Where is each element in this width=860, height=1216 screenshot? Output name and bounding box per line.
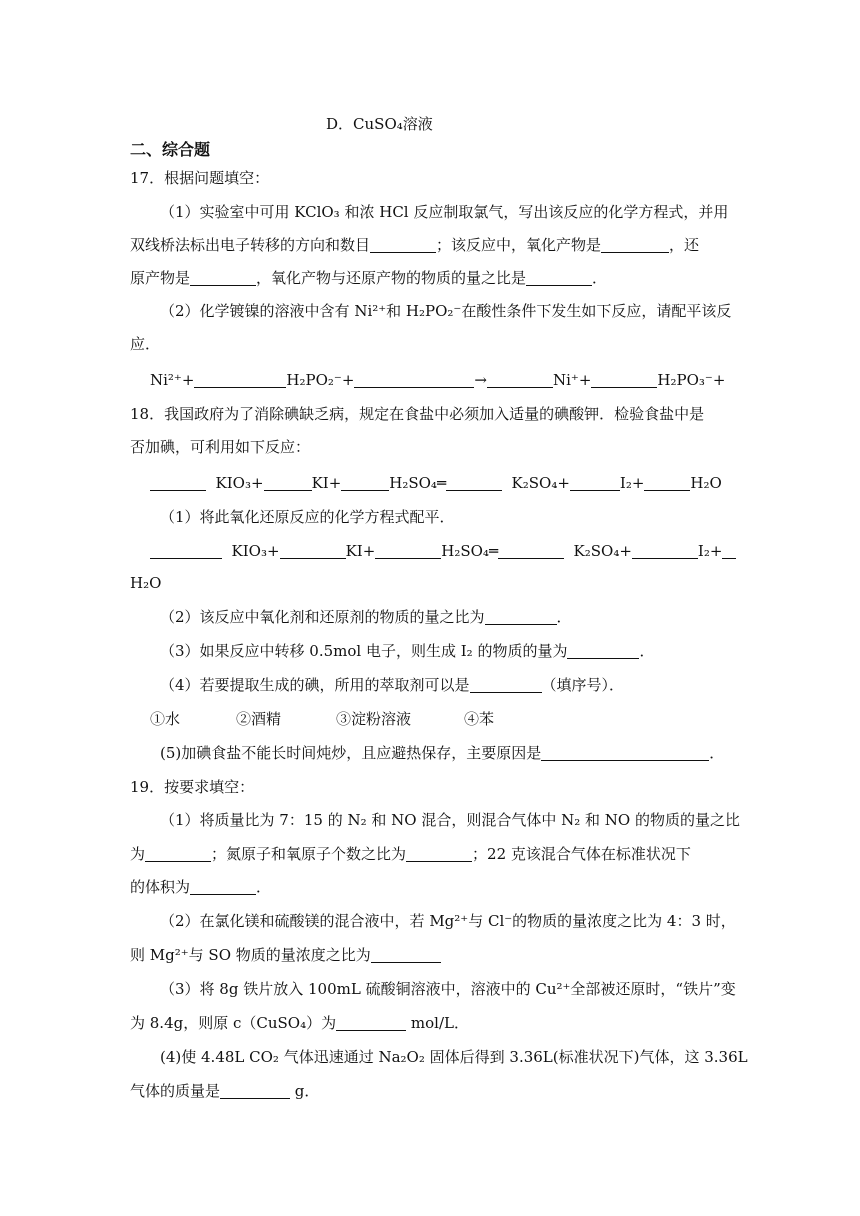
q19-p1-line1: （1）将质量比为 7：15 的 N₂ 和 NO 混合，则混合气体中 N₂ 和 NO 的物质的量之比 — [160, 811, 740, 829]
answer-blank[interactable] — [722, 542, 736, 559]
text: H₂PO₂⁻+ — [286, 371, 355, 389]
answer-blank[interactable] — [526, 269, 592, 286]
q17-p2-line1: （2）化学镀镍的溶液中含有 Ni²⁺和 H₂PO₂⁻在酸性条件下发生如下反应，请配平该反 — [160, 302, 732, 320]
text: ． — [256, 878, 272, 896]
text: ． — [709, 744, 725, 762]
arrow: → — [474, 371, 487, 389]
answer-blank[interactable] — [194, 371, 286, 388]
text: KI+ — [345, 542, 376, 560]
text: (5)加碘食盐不能长时间炖炒，且应避热保存，主要原因是 — [160, 744, 542, 762]
text: Ni⁺+ — [552, 371, 592, 389]
answer-blank[interactable] — [601, 236, 669, 253]
text: KIO₃+ — [231, 542, 280, 560]
answer-blank[interactable] — [280, 542, 346, 559]
text: 气体的质量是 — [130, 1082, 221, 1100]
q19-p2-line2 — [130, 945, 730, 965]
option-1: ①水 — [150, 710, 181, 728]
text: mol/L． — [406, 1014, 469, 1032]
answer-blank[interactable] — [487, 371, 553, 388]
q19-p2-line1: （2）在氯化镁和硫酸镁的混合液中，若 Mg²⁺与 Cl⁻的物质的量浓度之比为 4：3 时， — [160, 912, 736, 930]
q17-p1-line2 — [130, 235, 730, 255]
text: 为 — [130, 845, 146, 863]
text: H₂SO₄═ — [389, 474, 446, 492]
text: Ni²⁺+ — [150, 371, 195, 389]
answer-blank[interactable] — [190, 878, 256, 895]
q17-equation — [150, 370, 750, 390]
text: g． — [290, 1082, 320, 1100]
text: ；22 克该混合气体在标准状况下 — [472, 845, 691, 863]
q18-equation-tail: H₂O — [130, 574, 162, 592]
q19-p3-line1: （3）将 8g 铁片放入 100mL 硫酸铜溶液中，溶液中的 Cu²⁺全部被还原时，“铁片”变 — [160, 980, 736, 998]
section-title: 二、综合题 — [130, 140, 211, 159]
q19-p3-line2 — [130, 1013, 730, 1033]
answer-blank[interactable] — [498, 542, 564, 559]
text: （2）该反应中氧化剂和还原剂的物质的量之比为 — [160, 608, 485, 626]
answer-blank[interactable] — [371, 946, 441, 963]
option-2: ②酒精 — [236, 710, 282, 728]
q19-stem: 19．按要求填空： — [130, 778, 255, 796]
text: 为 8.4g，则原 c（CuSO₄）为 — [130, 1014, 337, 1032]
answer-blank[interactable] — [145, 845, 211, 862]
text: I₂+ — [619, 474, 645, 492]
q17-p1-line3 — [130, 268, 730, 288]
q19-p4-line1: (4)使 4.48L CO₂ 气体迅速通过 Na₂O₂ 固体后得到 3.36L(标准状况下)气体，这 3.36L — [160, 1048, 748, 1066]
q18-sub2 — [160, 607, 760, 627]
answer-blank[interactable] — [591, 371, 657, 388]
text: K₂SO₄+ — [573, 542, 632, 560]
q17-p1-line1: （1）实验室中可用 KClO₃ 和浓 HCl 反应制取氯气，写出该反应的化学方程式，并用 — [160, 203, 729, 221]
answer-blank[interactable] — [341, 474, 389, 491]
text: K₂SO₄+ — [511, 474, 570, 492]
text: KI+ — [311, 474, 342, 492]
q18-sub3 — [160, 641, 760, 661]
text: ，氧化产物与还原产物的物质的量之比是 — [256, 269, 527, 287]
q19-p1-line2 — [130, 844, 730, 864]
answer-blank[interactable] — [406, 845, 472, 862]
text: 的体积为 — [130, 878, 191, 896]
text: ． — [556, 608, 572, 626]
answer-blank[interactable] — [220, 1082, 290, 1099]
answer-blank[interactable] — [541, 744, 709, 761]
answer-blank[interactable] — [570, 474, 620, 491]
answer-blank[interactable] — [264, 474, 312, 491]
option-4: ④苯 — [464, 710, 495, 728]
text: （4）若要提取生成的碘，所用的萃取剂可以是 — [160, 676, 470, 694]
text: 原产物是 — [130, 269, 191, 287]
text: H₂SO₄═ — [441, 542, 498, 560]
answer-blank[interactable] — [375, 542, 441, 559]
q18-options — [150, 709, 750, 729]
answer-blank[interactable] — [150, 542, 222, 559]
q18-sub4 — [160, 675, 760, 695]
text: ． — [592, 269, 608, 287]
option-d: D．CuSO₄溶液 — [326, 115, 433, 133]
text: （3）如果反应中转移 0.5mol 电子，则生成 I₂ 的物质的量为 — [160, 642, 568, 660]
answer-blank[interactable] — [632, 542, 698, 559]
answer-blank[interactable] — [354, 371, 474, 388]
answer-blank[interactable] — [485, 608, 557, 625]
answer-blank[interactable] — [644, 474, 690, 491]
q17-stem: 17．根据问题填空： — [130, 169, 270, 187]
text: ，还 — [669, 236, 700, 254]
text: 双线桥法标出电子转移的方向和数目 — [130, 236, 371, 254]
text: ． — [639, 642, 655, 660]
q19-p1-line3 — [130, 877, 730, 897]
q18-sub1: （1）将此氧化还原反应的化学方程式配平． — [160, 508, 455, 526]
text: I₂+ — [697, 542, 723, 560]
text: （填序号）． — [541, 676, 625, 694]
q18-stem-line1: 18．我国政府为了消除碘缺乏病，规定在食盐中必须加入适量的碘酸钾．检验食盐中是 — [130, 405, 705, 423]
q18-equation — [150, 541, 750, 561]
answer-blank[interactable] — [370, 236, 436, 253]
text: ；氮原子和氧原子个数之比为 — [211, 845, 407, 863]
text: 则 Mg²⁺与 SO 物质的量浓度之比为 — [130, 946, 371, 964]
text: H₂PO₃⁻+ — [657, 371, 726, 389]
answer-blank[interactable] — [190, 269, 256, 286]
q18-stem-line2: 否加碘，可利用如下反应： — [130, 438, 311, 456]
answer-blank[interactable] — [150, 474, 206, 491]
option-3: ③淀粉溶液 — [336, 710, 412, 728]
text: KIO₃+ — [215, 474, 264, 492]
text: H₂O — [690, 474, 722, 492]
q18-reaction — [150, 473, 750, 493]
q18-sub5 — [160, 743, 760, 763]
answer-blank[interactable] — [446, 474, 502, 491]
answer-blank[interactable] — [336, 1014, 406, 1031]
q17-p2-line2: 应． — [130, 335, 161, 353]
answer-blank[interactable] — [470, 676, 542, 693]
text: ；该反应中，氧化产物是 — [436, 236, 602, 254]
q19-p4-line2 — [130, 1081, 730, 1101]
answer-blank[interactable] — [567, 642, 639, 659]
